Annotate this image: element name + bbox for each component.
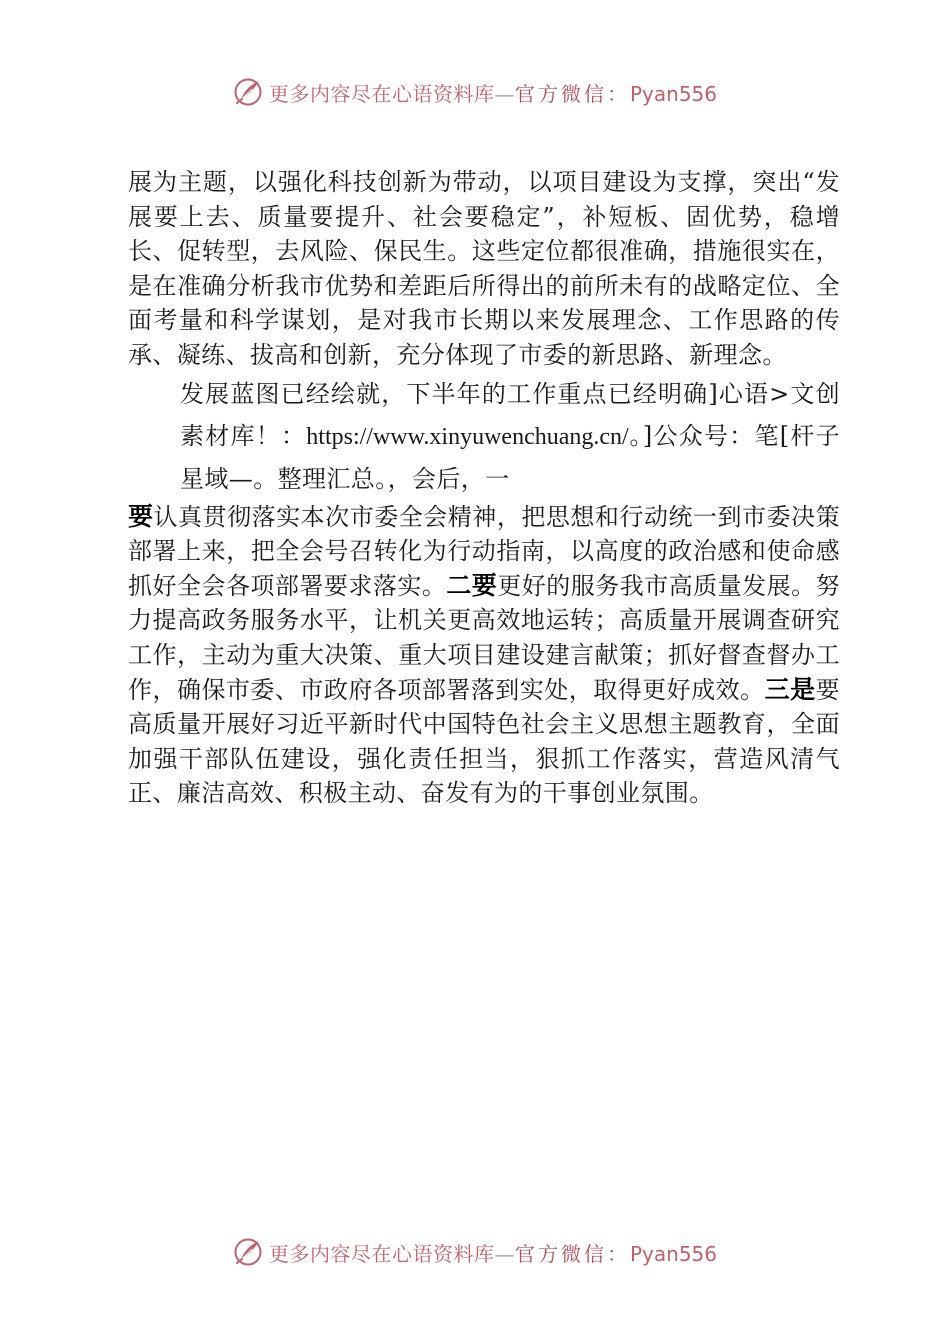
watermark-separator: — <box>494 1241 515 1266</box>
watermark-wechat-label: 官方微信： <box>514 81 630 106</box>
keyword-first: 要 <box>128 501 154 531</box>
paragraph-3-text-3: 要高质量开展好习近平新时代中国特色社会主义思想主题教育，全面加强干部队伍建设，强化责任担当，狠抓工作落实，营造风清气正、廉洁高效、积极主动、奋发有为的干事创业氛围。 <box>128 675 840 808</box>
watermark-text <box>269 1238 717 1267</box>
watermark-prefix: 更多内容尽在心语资料库 <box>268 1241 495 1266</box>
paragraph-3-text-1: 认真贯彻落实本次市委全会精神，把思想和行动统一到市委决策部署上来，把全会号召转化为行动指南，以高度的政治感和使命感抓好全会各项部署要求落实。 <box>128 502 840 600</box>
feather-quill-logo-icon <box>233 1237 263 1267</box>
watermark-prefix: 更多内容尽在心语资料库 <box>268 81 495 106</box>
footer-watermark <box>0 1232 950 1272</box>
paragraph-2-text-a: 发展蓝图已经绘就，下半年的工作重点已经明确]心语>文创素材库！： <box>180 379 840 450</box>
watermark-wechat-label: 官方微信： <box>514 1241 630 1266</box>
paragraph-1: 展为主题，以强化科技创新为带动，以项目建设为支撑，突出“发展要上去、质量要提升、社会要稳定”，补短板、固优势，稳增长、促转型，去风险、保民生。这些定位都很准确，措施很实在， 是在准确分析我市优势和差距后所得出的前所未有的战略定位、全面考量和科学谋划，是对我市长期以来发展理念、工作思路的传承、凝练、拔高和创新，充分体现了市委的新思路、新理念。 <box>128 168 840 369</box>
keyword-third: 三是 <box>764 674 816 704</box>
paragraph-3 <box>128 500 840 811</box>
header-watermark <box>0 72 950 112</box>
keyword-second: 二要 <box>446 570 498 600</box>
paragraph-2 <box>128 373 840 500</box>
document-body <box>128 165 840 811</box>
watermark-separator: — <box>494 81 515 106</box>
paragraph-2-text-b: 。]公众号：笔[杆子星域—。整理汇总。，会后，一 <box>180 421 841 493</box>
paragraph-3-text-2: 更好的服务我市高质量发展。努力提高政务服务水平，让机关更高效地运转；高质量开展调查研究工作，主动为重大决策、重大项目建设建言献策；抓好督查督办工作，确保市委、市政府各项部署落到实处，取得更好成效。 <box>128 571 840 704</box>
source-url: https://www.xinyuwenchuang.cn/ <box>306 423 629 450</box>
watermark-account: Pyan556 <box>629 81 717 106</box>
watermark-text <box>269 78 717 107</box>
feather-quill-logo-icon <box>233 77 263 107</box>
watermark-account: Pyan556 <box>629 1241 717 1266</box>
